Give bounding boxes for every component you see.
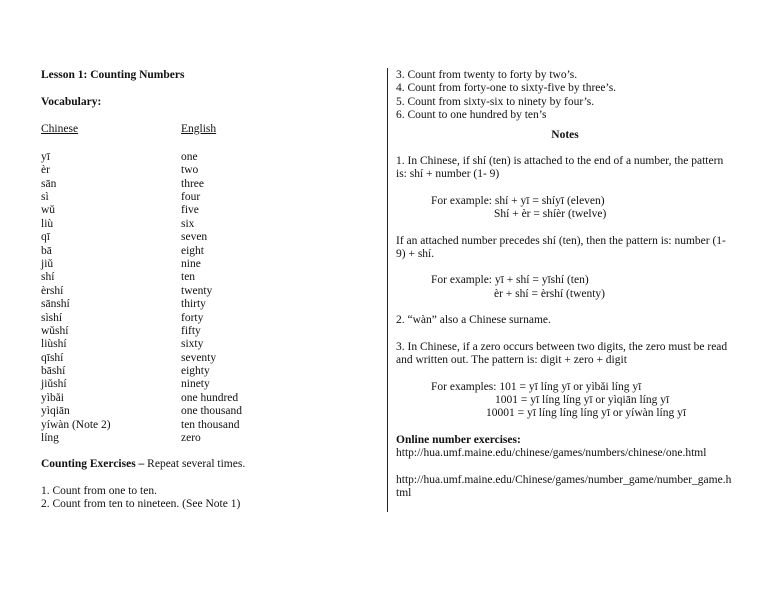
vocab-row <box>41 312 371 325</box>
vocab-chinese: yìbǎi <box>41 391 64 404</box>
vocab-list <box>41 151 371 446</box>
counting-exercises-heading <box>41 458 371 471</box>
right-column <box>396 69 734 500</box>
exercises-label: Counting Exercises – <box>41 458 145 471</box>
note-1-example-c: For example: yī + shí = yīshí (ten) <box>431 274 589 287</box>
exercise-6: 6. Count to one hundred by ten’s <box>396 109 547 122</box>
exercise-3: 3. Count from twenty to forty by two’s. <box>396 69 578 81</box>
vocab-row <box>41 285 371 298</box>
vocab-chinese: yìqiān <box>41 405 70 418</box>
vocab-chinese: liù <box>41 217 54 230</box>
vocab-english: ten <box>181 271 196 284</box>
vocab-chinese: qī <box>41 231 50 244</box>
col-chinese: Chinese <box>41 122 79 135</box>
vocabulary-heading: Vocabulary: <box>41 96 102 109</box>
vocab-english: four <box>181 190 201 203</box>
vocab-row <box>41 178 371 191</box>
vocab-chinese: líng <box>41 432 59 445</box>
vocab-chinese: sì <box>41 190 49 203</box>
vocab-english: three <box>181 177 204 190</box>
left-column <box>41 69 371 512</box>
exercise-5: 5. Count from sixty-six to ninety by four’s. <box>396 95 595 108</box>
vocab-row <box>41 151 371 164</box>
note-1-example-a: For example: shí + yī = shíyī (eleven) <box>431 194 605 207</box>
notes-title: Notes <box>551 128 579 141</box>
vocab-english: eighty <box>181 365 210 378</box>
vocab-row <box>41 245 371 258</box>
vocab-chinese: jiǔshí <box>41 378 67 391</box>
note-1-example-d: èr + shí = èrshí (twenty) <box>494 287 606 300</box>
vocab-chinese: wǔ <box>41 204 56 217</box>
vocab-english: one hundred <box>181 391 239 404</box>
vocab-english: sixty <box>181 338 204 351</box>
vocab-row <box>41 365 371 378</box>
vocab-english: thirty <box>181 298 206 311</box>
vocab-chinese: shí <box>41 271 55 284</box>
note-3-text: 3. In Chinese, if a zero occurs between two digits, the zero must be read and written out. The pattern is: digit + zero + digit <box>396 340 728 367</box>
vocab-english: nine <box>181 257 201 270</box>
vocab-chinese: yī <box>41 150 50 163</box>
note-1-text: 1. In Chinese, if shí (ten) is attached to the end of a number, the pattern is: shí + number (1- 9) <box>396 155 724 181</box>
vocab-row <box>41 298 371 311</box>
vocab-english: eight <box>181 244 204 257</box>
vocab-row <box>41 258 371 271</box>
vocab-row <box>41 352 371 365</box>
note-3-example-c: 10001 = yī líng líng líng yī or yíwàn líng yī <box>486 407 687 420</box>
vocab-chinese: bāshí <box>41 365 66 378</box>
vocab-english: five <box>181 204 199 217</box>
vocab-row <box>41 191 371 204</box>
vocab-row <box>41 325 371 338</box>
vocab-chinese: liùshí <box>41 338 67 351</box>
vocab-row <box>41 231 371 244</box>
vocab-chinese: sānshí <box>41 298 70 311</box>
vocab-chinese: bā <box>41 244 52 257</box>
vocab-row <box>41 405 371 418</box>
vocab-row <box>41 432 371 445</box>
vocab-row <box>41 378 371 391</box>
vocab-table-header <box>41 123 371 137</box>
note-3-example-b: 1001 = yī líng líng yī or yìqiān líng yī <box>495 393 670 406</box>
column-divider <box>387 68 388 512</box>
exercises-instruction: Repeat several times. <box>144 458 246 471</box>
vocab-chinese: yíwàn (Note 2) <box>41 418 111 431</box>
vocab-english: twenty <box>181 284 213 297</box>
note-2-text: 2. “wàn” also a Chinese surname. <box>396 314 551 327</box>
vocab-english: forty <box>181 311 204 324</box>
vocab-english: one <box>181 150 198 163</box>
exercise-2: 2. Count from ten to nineteen. (See Note 1) <box>41 498 241 511</box>
vocab-row <box>41 204 371 217</box>
vocab-chinese: sìshí <box>41 311 63 324</box>
vocab-english: ten thousand <box>181 418 240 431</box>
vocab-row <box>41 392 371 405</box>
lesson-title: Lesson 1: Counting Numbers <box>41 69 185 81</box>
vocab-row <box>41 164 371 177</box>
vocab-chinese: wǔshí <box>41 324 69 337</box>
online-exercise-link-1[interactable]: http://hua.umf.maine.edu/chinese/games/numbers/chinese/one.html <box>396 447 707 460</box>
vocab-chinese: èr <box>41 164 50 177</box>
exercise-4: 4. Count from forty-one to sixty-five by three’s. <box>396 82 617 95</box>
vocab-chinese: qīshí <box>41 351 64 364</box>
note-3-example-a: For examples: 101 = yī líng yī or yìbǎi líng yī <box>431 380 642 393</box>
exercise-1: 1. Count from one to ten. <box>41 484 157 497</box>
vocab-english: six <box>181 217 195 230</box>
vocab-chinese: sān <box>41 177 57 190</box>
vocab-row <box>41 338 371 351</box>
online-exercise-link-2[interactable]: http://hua.umf.maine.edu/Chinese/games/number_game/number_game.html <box>396 473 732 499</box>
col-english: English <box>181 122 217 135</box>
vocab-chinese: èrshí <box>41 284 64 297</box>
note-1-example-b: Shí + èr = shíèr (twelve) <box>494 208 607 221</box>
vocab-english: ninety <box>181 378 210 391</box>
vocab-english: seven <box>181 231 208 244</box>
vocab-english: two <box>181 164 199 177</box>
vocab-row <box>41 271 371 284</box>
vocab-english: one thousand <box>181 405 243 418</box>
online-exercises-heading: Online number exercises: <box>396 433 521 446</box>
vocab-english: seventy <box>181 351 217 364</box>
note-1-text-2: If an attached number precedes shí (ten), then the pattern is: number (1-9) + shí. <box>396 234 726 261</box>
vocab-english: zero <box>181 432 201 445</box>
vocab-row <box>41 218 371 231</box>
vocab-english: fifty <box>181 324 201 337</box>
vocab-row <box>41 419 371 432</box>
vocab-chinese: jiǔ <box>41 257 54 270</box>
